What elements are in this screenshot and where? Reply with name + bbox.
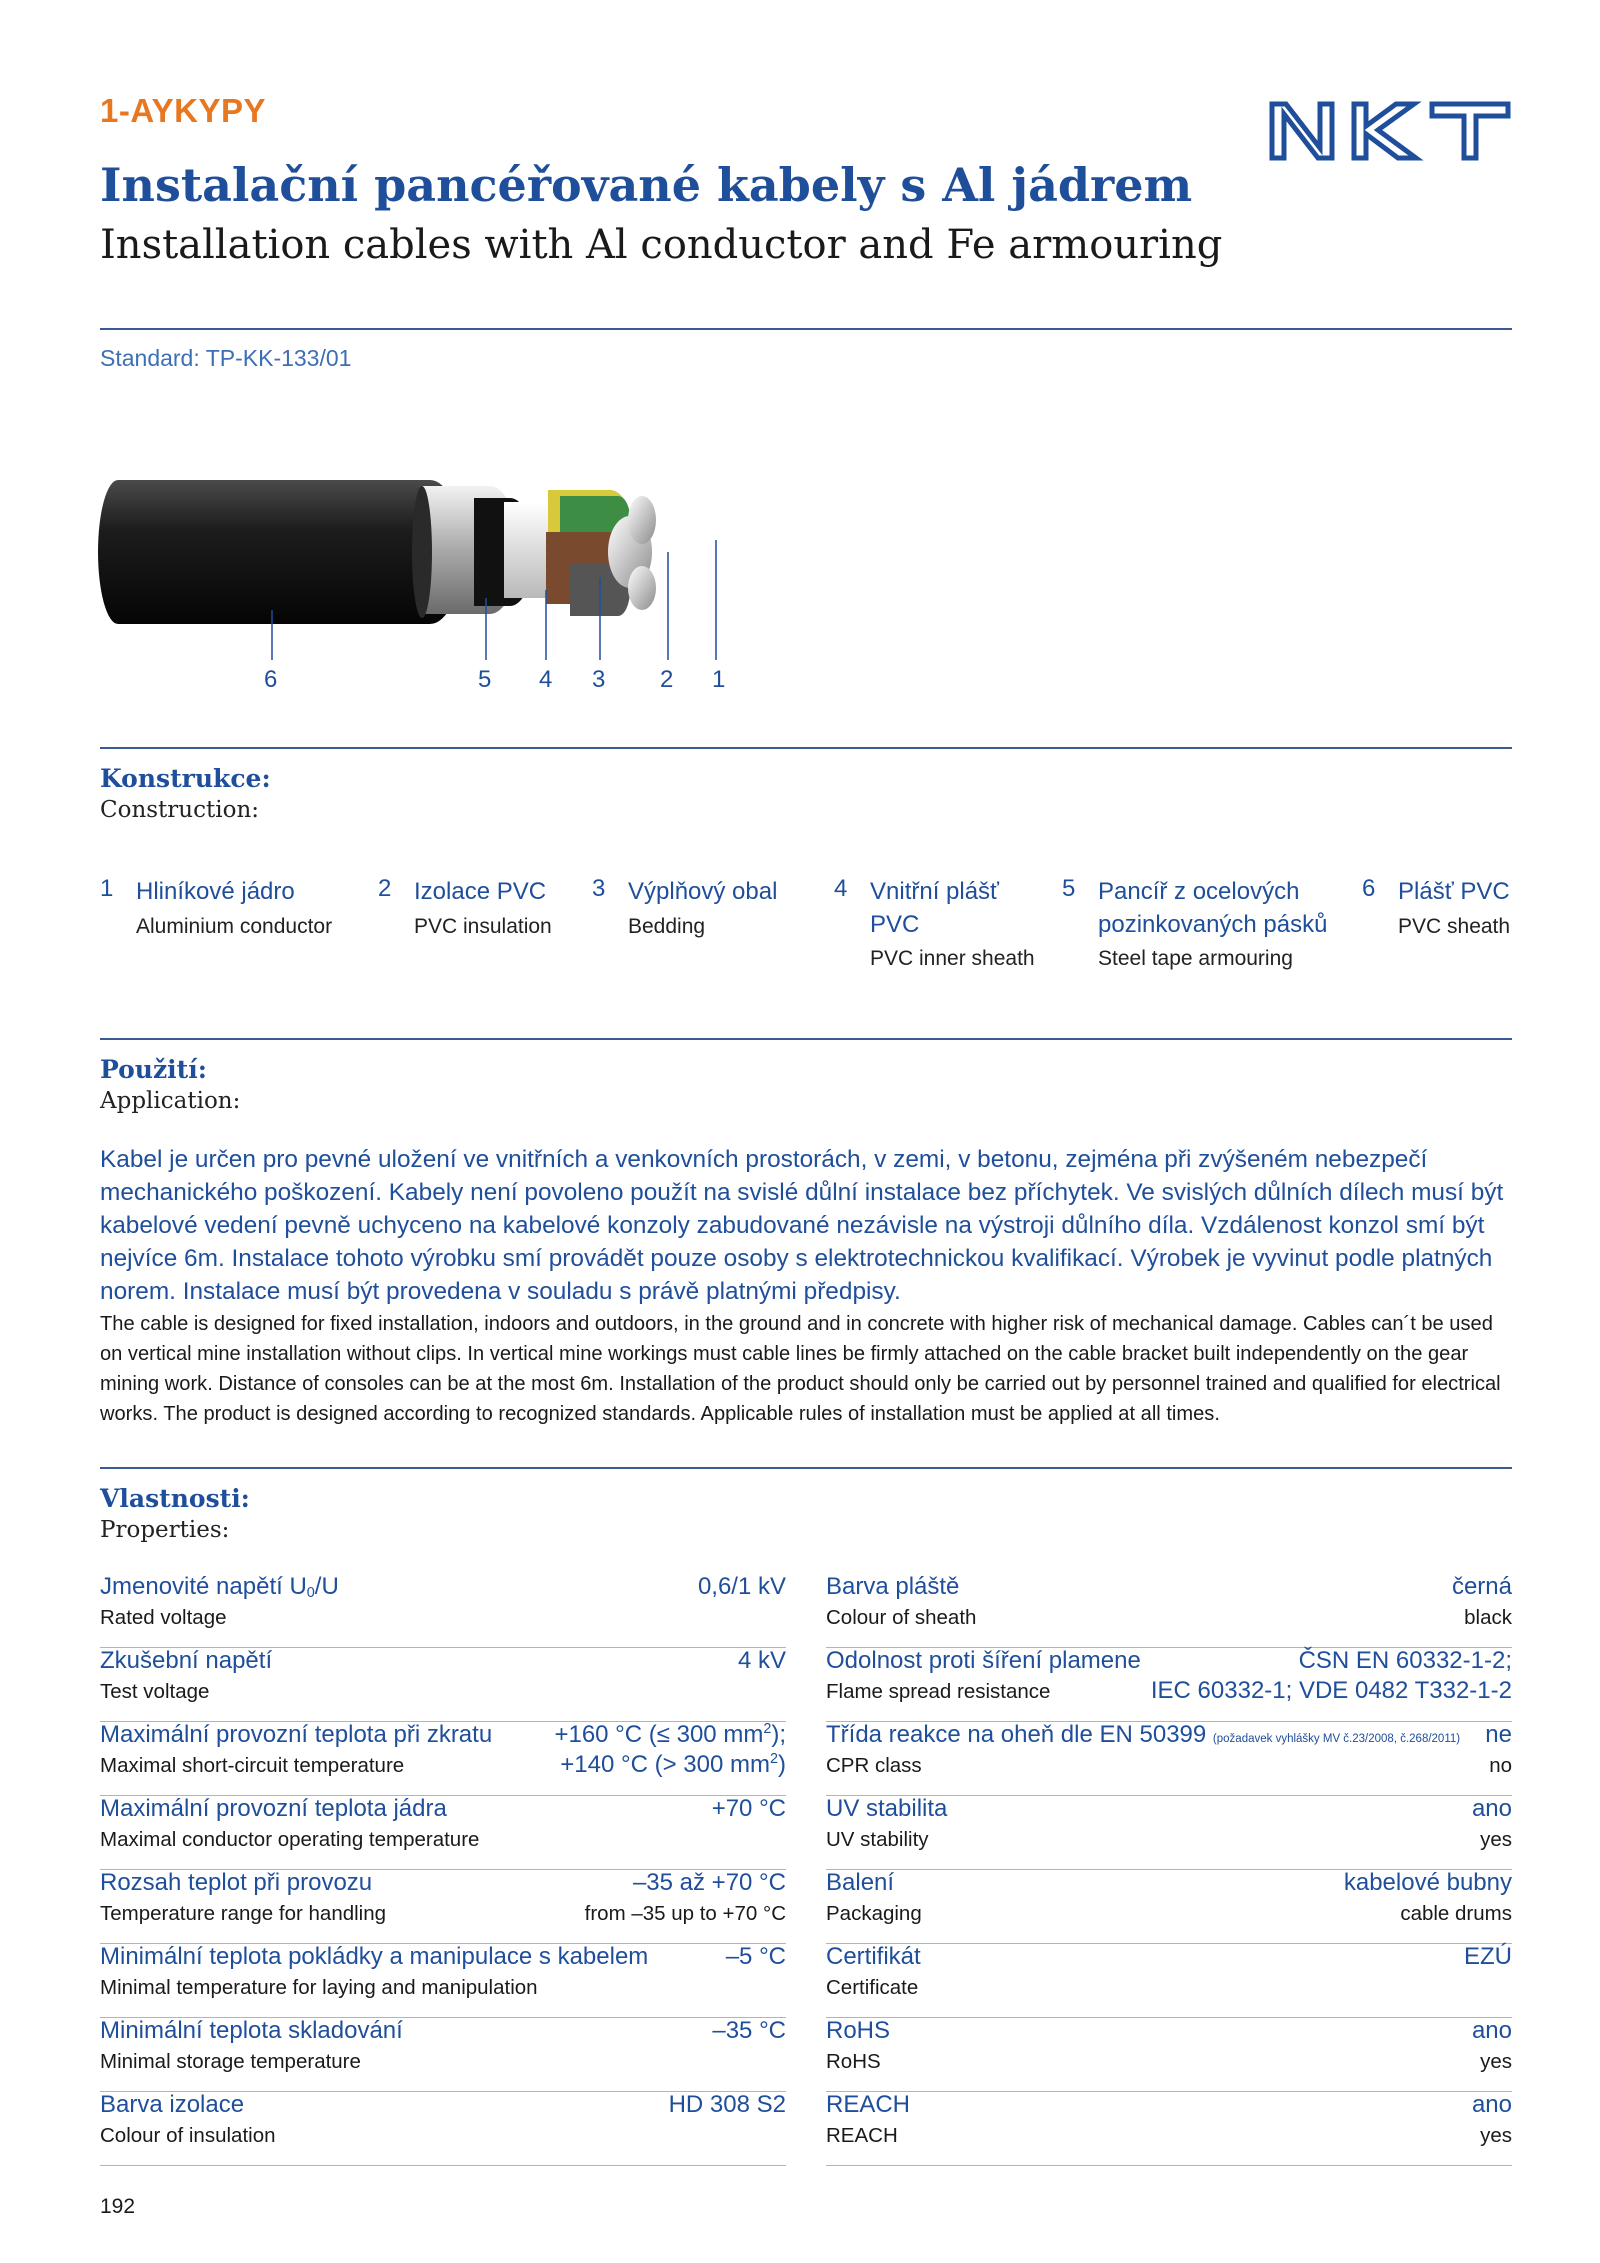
property-value-cz-2: +140 °C (> 300 $mm^2$) xyxy=(560,1751,786,1778)
property-row xyxy=(100,1795,786,1870)
property-label-en: Packaging xyxy=(826,1902,922,1925)
standard-label: Standard: TP-KK-133/01 xyxy=(100,345,352,371)
property-row xyxy=(826,1869,1512,1944)
property-value-cz-2: IEC 60332-1; VDE 0482 T332-1-2 xyxy=(1150,1677,1512,1704)
item-label-en: PVC inner sheath xyxy=(870,947,1035,970)
item-label-cz: Pancíř z ocelových pozinkovaných pásků xyxy=(1098,878,1328,938)
property-value-en: no xyxy=(1489,1754,1512,1777)
property-label-cz: Zkušební napětí xyxy=(100,1647,273,1674)
property-value-cz: ano xyxy=(1471,1795,1512,1822)
callout-4: 4 xyxy=(539,666,553,693)
divider xyxy=(100,328,1512,330)
property-label-cz: UV stabilita xyxy=(826,1795,948,1822)
divider xyxy=(100,1467,1512,1469)
property-value-cz: –5 °C xyxy=(725,1943,786,1970)
property-row xyxy=(100,1647,786,1722)
item-number: 2 xyxy=(378,875,392,902)
property-value-cz: 4 kV xyxy=(737,1647,786,1674)
item-label-cz: Izolace PVC xyxy=(414,878,547,905)
property-value-en: from –35 up to +70 °C xyxy=(584,1902,786,1925)
divider xyxy=(100,1038,1512,1040)
property-row xyxy=(100,2091,786,2166)
property-note: (požadavek vyhlášky MV č.23/2008, č.268/2011) xyxy=(1212,1733,1461,1745)
page-title: Instalační pancéřované kabely s Al jádrem xyxy=(100,158,1193,212)
property-row xyxy=(100,1573,786,1648)
property-label-en: CPR class xyxy=(826,1754,922,1777)
property-label-cz: Barva pláště xyxy=(826,1573,960,1600)
property-row xyxy=(826,1647,1512,1722)
property-label-cz: Balení xyxy=(826,1869,895,1896)
item-label-cz: Vnitřní plášť PVC xyxy=(870,878,1000,938)
property-label-en: Temperature range for handling xyxy=(100,1902,387,1925)
application-heading: Použití: xyxy=(100,1055,207,1084)
property-row xyxy=(100,1721,786,1796)
property-label-cz: Maximální provozní teplota při zkratu xyxy=(100,1721,493,1748)
product-code: 1-AYKYPY xyxy=(100,92,267,129)
property-row xyxy=(100,1869,786,1944)
item-label-cz: Hliníkové jádro xyxy=(136,878,295,905)
property-label-en: Colour of sheath xyxy=(826,1606,977,1629)
property-label-cz: Třída reakce na oheň dle EN 50399 (požadavek vyhlášky MV č.23/2008, č.268/2011) xyxy=(826,1721,1461,1748)
property-label-en: Flame spread resistance xyxy=(826,1680,1051,1703)
callout-5: 5 xyxy=(478,666,492,693)
property-row xyxy=(826,2091,1512,2166)
property-label-en: RoHS xyxy=(826,2050,881,2073)
property-label-cz: Minimální teplota skladování xyxy=(100,2017,403,2044)
callout-3: 3 xyxy=(592,666,606,693)
property-value-en: yes xyxy=(1480,1828,1512,1851)
property-label-en: Colour of insulation xyxy=(100,2124,276,2147)
property-row xyxy=(100,2017,786,2092)
item-label-en: Bedding xyxy=(628,915,706,938)
property-label-en: Test voltage xyxy=(100,1680,210,1703)
property-value-cz: –35 až +70 °C xyxy=(632,1869,786,1896)
properties-heading-en: Properties: xyxy=(100,1517,230,1543)
application-heading-en: Application: xyxy=(100,1088,241,1114)
item-label-cz: Plášť PVC xyxy=(1398,878,1510,905)
property-row xyxy=(826,1721,1512,1796)
callout-1: 1 xyxy=(712,666,726,693)
property-label-en: Certificate xyxy=(826,1976,919,1999)
property-label-cz: Odolnost proti šíření plamene xyxy=(826,1647,1141,1674)
property-value-cz: ne xyxy=(1485,1721,1512,1748)
property-value-cz: ano xyxy=(1471,2017,1512,2044)
property-row xyxy=(100,1943,786,2018)
property-value-cz: 0,6/1 kV xyxy=(697,1573,786,1600)
nkt-logo xyxy=(1268,100,1512,162)
property-label-en: UV stability xyxy=(826,1828,929,1851)
property-label-cz: Jmenovité napětí $U_0/U$ xyxy=(100,1573,339,1601)
property-value-cz: ČSN EN 60332-1-2; xyxy=(1298,1647,1512,1674)
property-label-cz: Minimální teplota pokládky a manipulace s kabelem xyxy=(100,1943,649,1970)
property-label-cz: Rozsah teplot při provozu xyxy=(100,1869,373,1896)
property-value-cz: HD 308 S2 xyxy=(668,2091,786,2118)
item-label-en: Aluminium conductor xyxy=(136,915,333,938)
item-number: 1 xyxy=(100,875,114,902)
property-value-en: yes xyxy=(1480,2050,1512,2073)
item-number: 5 xyxy=(1062,875,1076,902)
divider xyxy=(100,747,1512,749)
property-value-cz: ano xyxy=(1471,2091,1512,2118)
properties-heading: Vlastnosti: xyxy=(100,1484,250,1513)
item-label-cz: Výplňový obal xyxy=(628,878,778,905)
property-label-en: Minimal storage temperature xyxy=(100,2050,361,2073)
property-row xyxy=(826,1573,1512,1648)
item-number: 4 xyxy=(834,875,848,902)
item-label-en: PVC sheath xyxy=(1398,915,1511,938)
property-label-cz: Certifikát xyxy=(826,1943,921,1970)
property-label-en: REACH xyxy=(826,2124,898,2147)
item-number: 6 xyxy=(1362,875,1376,902)
page-subtitle: Installation cables with Al conductor and Fe armouring xyxy=(100,222,1223,268)
property-value-cz: +70 °C xyxy=(711,1795,786,1822)
property-label-en: Minimal temperature for laying and manipulation xyxy=(100,1976,538,1999)
property-label-cz: Maximální provozní teplota jádra xyxy=(100,1795,447,1822)
property-value-cz: EZÚ xyxy=(1464,1943,1512,1970)
property-value-en: yes xyxy=(1480,2124,1512,2147)
construction-heading: Konstrukce: xyxy=(100,764,271,793)
property-row xyxy=(826,1795,1512,1870)
item-number: 3 xyxy=(592,875,606,902)
application-text-cz: Kabel je určen pro pevné uložení ve vnitřních a venkovních prostorách, v zemi, v betonu, zejména při zvýšeném nebezpečí mechanického poškození. Kabely není povoleno použít na svislé důlní instalace bez příchytek. Ve svislých důlních dílech musí být kabelové vedení pevně uchyceno na kabelové konzoly zabudované nezávisle na výstroji důlního díla. Vzdálenost konzol smí být nejvíce 6m. Instalace tohoto výrobku smí provádět pouze osoby s elektrotechnickou kvalifikací. Výrobek je vyvinut podle platných norem. Instalace musí být provedena v souladu s právě platnými předpisy. xyxy=(100,1146,1504,1305)
page-number: 192 xyxy=(100,2195,136,2218)
property-label-cz: RoHS xyxy=(826,2017,891,2044)
property-value-cz: +160 °C (≤ 300 $mm^2$); xyxy=(554,1721,786,1748)
property-row xyxy=(826,2017,1512,2092)
property-row xyxy=(826,1943,1512,2018)
property-value-en: black xyxy=(1464,1606,1512,1629)
property-value-cz: černá xyxy=(1451,1573,1512,1600)
construction-heading-en: Construction: xyxy=(100,797,260,823)
property-label-en: Maximal short-circuit temperature xyxy=(100,1754,405,1777)
callout-6: 6 xyxy=(264,666,278,693)
property-value-cz: kabelové bubny xyxy=(1343,1869,1512,1896)
item-label-en: PVC insulation xyxy=(414,915,552,938)
property-value-cz: –35 °C xyxy=(712,2017,786,2044)
item-label-en: Steel tape armouring xyxy=(1098,947,1293,970)
property-label-cz: REACH xyxy=(826,2091,911,2118)
application-text-en: The cable is designed for fixed installation, indoors and outdoors, in the ground and in concrete with higher risk of mechanical damage. Cables can´t be used on vertical mine installation without clips. In vertical mine workings must cable lines be firmly attached on the cable bracket built independently on the gear mining work. Distance of consoles can be at the most 6m. Installation of the product should only be carried out by personnel trained and qualified for electrical works. The product is designed according to recognized standards. Applicable rules of installation must be applied at all times. xyxy=(100,1313,1501,1425)
property-value-en: cable drums xyxy=(1400,1902,1512,1925)
property-label-cz: Barva izolace xyxy=(100,2091,245,2118)
cable-illustration xyxy=(90,460,790,720)
property-label-en: Rated voltage xyxy=(100,1606,227,1629)
callout-2: 2 xyxy=(660,666,674,693)
property-label-en: Maximal conductor operating temperature xyxy=(100,1828,480,1851)
